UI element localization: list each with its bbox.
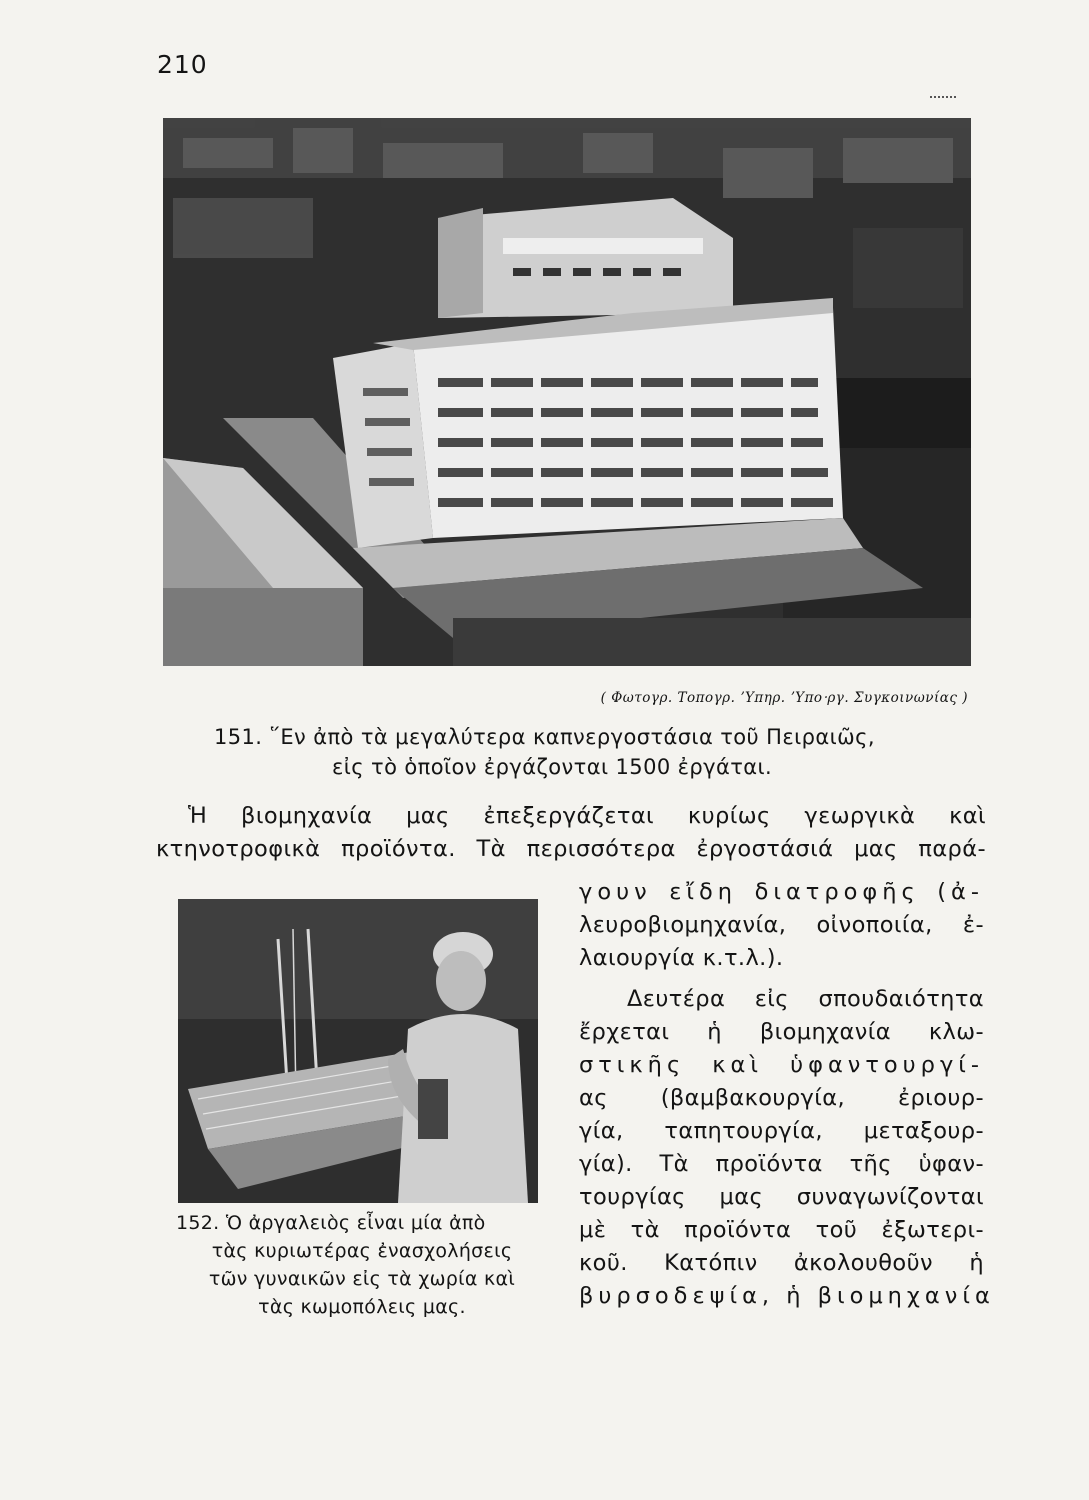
body-line: Ἡ βιομηχανία μας ἐπεξεργάζεται κυρίως γεωργικὰ καὶ xyxy=(188,803,986,829)
body-line: γία, ταπητουργία, μεταξουρ- xyxy=(579,1118,984,1144)
page-number: 210 xyxy=(157,50,208,79)
caption-151 xyxy=(214,722,974,782)
body-line: Δευτέρα εἰς σπουδαιότητα xyxy=(627,986,984,1012)
caption-152 xyxy=(176,1209,548,1321)
body-line: κοῦ. Κατόπιν ἀκολουθοῦν ἡ xyxy=(579,1250,984,1276)
body-line: στικῆς καὶ ὑφαντουργί- xyxy=(579,1052,984,1078)
body-line: ἔρχεται ἡ βιομηχανία κλω- xyxy=(579,1019,984,1045)
body-line: ας (βαμβακουργία, ἐριουρ- xyxy=(579,1085,984,1111)
margin-mark xyxy=(930,96,956,100)
body-line: κτηνοτροφικὰ προϊόντα. Τὰ περισσότερα ἐργοστάσιά μας παρά- xyxy=(156,836,986,862)
caption-152-line: 152. Ὁ ἀργαλειὸς εἶναι μία ἀπὸ xyxy=(176,1212,486,1234)
caption-152-line: τὰς κυριωτέρας ἐνασχολήσεις xyxy=(211,1240,513,1262)
loom-weaver-photo xyxy=(178,899,538,1203)
body-line: γουν εἴδη διατροφῆς (ἀ- xyxy=(579,879,984,905)
caption-151-line: 151. ῞Εν ἀπὸ τὰ μεγαλύτερα καπνεργοστάσια τοῦ Πειραιῶς, xyxy=(214,725,875,749)
body-line: τουργίας μας συναγωνίζονται xyxy=(579,1184,984,1210)
body-line: λαιουργία κ.τ.λ.). xyxy=(579,945,784,971)
body-line: γία). Τὰ προϊόντα τῆς ὑφαν- xyxy=(579,1151,984,1177)
caption-152-line: τὰς κωμοπόλεις μας. xyxy=(258,1296,466,1318)
paragraph-gap xyxy=(579,975,984,983)
factory-aerial-photo xyxy=(163,118,971,666)
caption-152-line: τῶν γυναικῶν εἰς τὰ χωρία καὶ xyxy=(208,1268,516,1290)
body-paragraph-intro xyxy=(156,800,986,866)
body-column-right xyxy=(579,876,995,1313)
body-line: βυρσοδεψία, ἡ βιομηχανία xyxy=(579,1283,995,1309)
photo-credit: ( Φωτογρ. Τοπογρ. ʼΥπηρ. ʼΥπο‧ργ. Συγκοινωνίας ) xyxy=(600,690,968,706)
body-line: λευροβιομηχανία, οἰνοποιία, ἐ- xyxy=(579,912,984,938)
body-line: μὲ τὰ προϊόντα τοῦ ἐξωτερι- xyxy=(579,1217,984,1243)
caption-151-line: εἰς τὸ ὁποῖον ἐργάζονται 1500 ἐργάται. xyxy=(332,755,773,779)
